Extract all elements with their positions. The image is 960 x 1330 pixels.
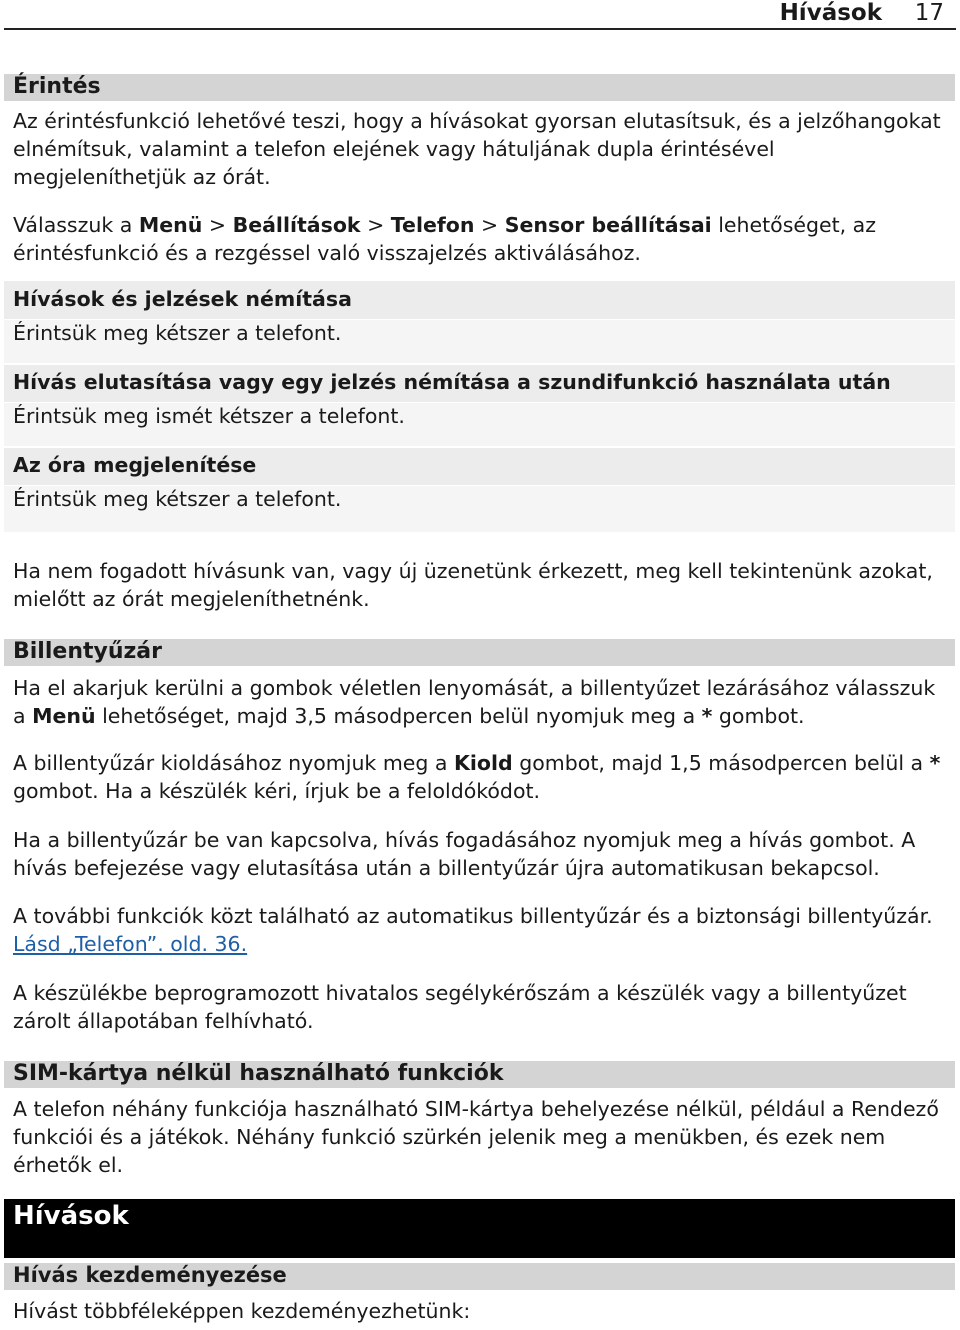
keylock-p4: A további funkciók közt található az automatikus billentyűzár és a biztonsági billentyűzár. Lásd „Telefon”. old. 36. (13, 904, 933, 956)
section-heading-erintes (4, 74, 955, 101)
menu-label: Menü (138, 213, 203, 237)
phone-label: Telefon (390, 213, 475, 237)
section-heading-text: Billentyűzár (13, 639, 162, 664)
header-rule (4, 28, 956, 30)
hivasok-p1: Hívást többféleképpen kezdeményezhetünk: (13, 1299, 471, 1323)
section-heading-text: Érintés (13, 74, 101, 99)
table-term: Hívások és jelzések némítása (13, 287, 352, 311)
section-heading-hivas-kezdemenyezese (4, 1263, 955, 1290)
header-title: Hívások (779, 0, 882, 26)
sim-p1: A telefon néhány funkciója használható SIM-kártya behelyezése nélkül, például a Rendező funkciói és a játékok. Néhány funkció szürkén jelenik meg a menükben, és ezek nem érhetők el. (13, 1097, 939, 1177)
star-key: * (701, 704, 713, 728)
table-term: Hívás elutasítása vagy egy jelzés némítása a szundifunkció használata után (13, 370, 891, 394)
section-heading-sim (4, 1061, 955, 1088)
table-desc: Érintsük meg ismét kétszer a telefont. (13, 404, 405, 428)
settings-label: Beállítások (232, 213, 361, 237)
section-heading-text: SIM-kártya nélkül használható funkciók (13, 1061, 504, 1086)
keylock-p1: Ha el akarjuk kerülni a gombok véletlen lenyomását, a billentyűzet lezárásához válasszuk a Menü lehetőséget, majd 3,5 másodpercen belül nyomjuk meg a * gombot. (13, 676, 936, 728)
erintes-menu-path: Válasszuk a Menü > Beállítások > Telefon > Sensor beállításai lehetőséget, az érintésfunkció és a rezgéssel való visszajelzés aktiválásához. (13, 213, 877, 265)
keylock-p2: A billentyűzár kioldásához nyomjuk meg a Kiold gombot, majd 1,5 másodpercen belül a * gombot. Ha a készülék kéri, írjuk be a feloldókódot. (13, 751, 941, 803)
keylock-p5: A készülékbe beprogramozott hivatalos segélykérőszám a készülék vagy a billentyűzet zárolt állapotában felhívható. (13, 981, 907, 1033)
table-row (4, 448, 955, 532)
table-desc: Érintsük meg kétszer a telefont. (13, 487, 342, 511)
keylock-p3: Ha a billentyűzár be van kapcsolva, hívás fogadásához nyomjuk meg a hívás gombot. A hívás befejezése vagy elutasítása után a billentyűzár újra automatikusan bekapcsol. (13, 828, 916, 880)
star-key: * (929, 751, 941, 775)
table-row (4, 281, 955, 363)
menu-label: Menü (32, 704, 96, 728)
table-term: Az óra megjelenítése (13, 453, 257, 477)
erintes-note: Ha nem fogadott hívásunk van, vagy új üzenetünk érkezett, meg kell tekintenünk azokat, mielőtt az órát megjeleníthetnénk. (13, 559, 933, 611)
table-desc: Érintsük meg kétszer a telefont. (13, 321, 342, 345)
page-header (0, 0, 960, 30)
section-heading-billentyuzar (4, 639, 955, 666)
section-heading-text: Hívás kezdeményezése (13, 1263, 287, 1287)
sensor-settings-label: Sensor beállításai (504, 213, 712, 237)
erintes-intro: Az érintésfunkció lehetővé teszi, hogy a hívásokat gyorsan elutasítsuk, és a jelzőhangokat elnémítsuk, valamint a telefon elejének vagy hátuljának dupla érintésével megjeleníthetjük az órát. (13, 109, 941, 189)
chapter-heading-text: Hívások (13, 1201, 129, 1231)
unlock-label: Kiold (454, 751, 513, 775)
phone-settings-link[interactable]: Lásd „Telefon”. old. 36. (13, 932, 248, 956)
chapter-heading-hivasok (4, 1199, 955, 1258)
page-number: 17 (914, 0, 944, 26)
table-row (4, 365, 955, 446)
